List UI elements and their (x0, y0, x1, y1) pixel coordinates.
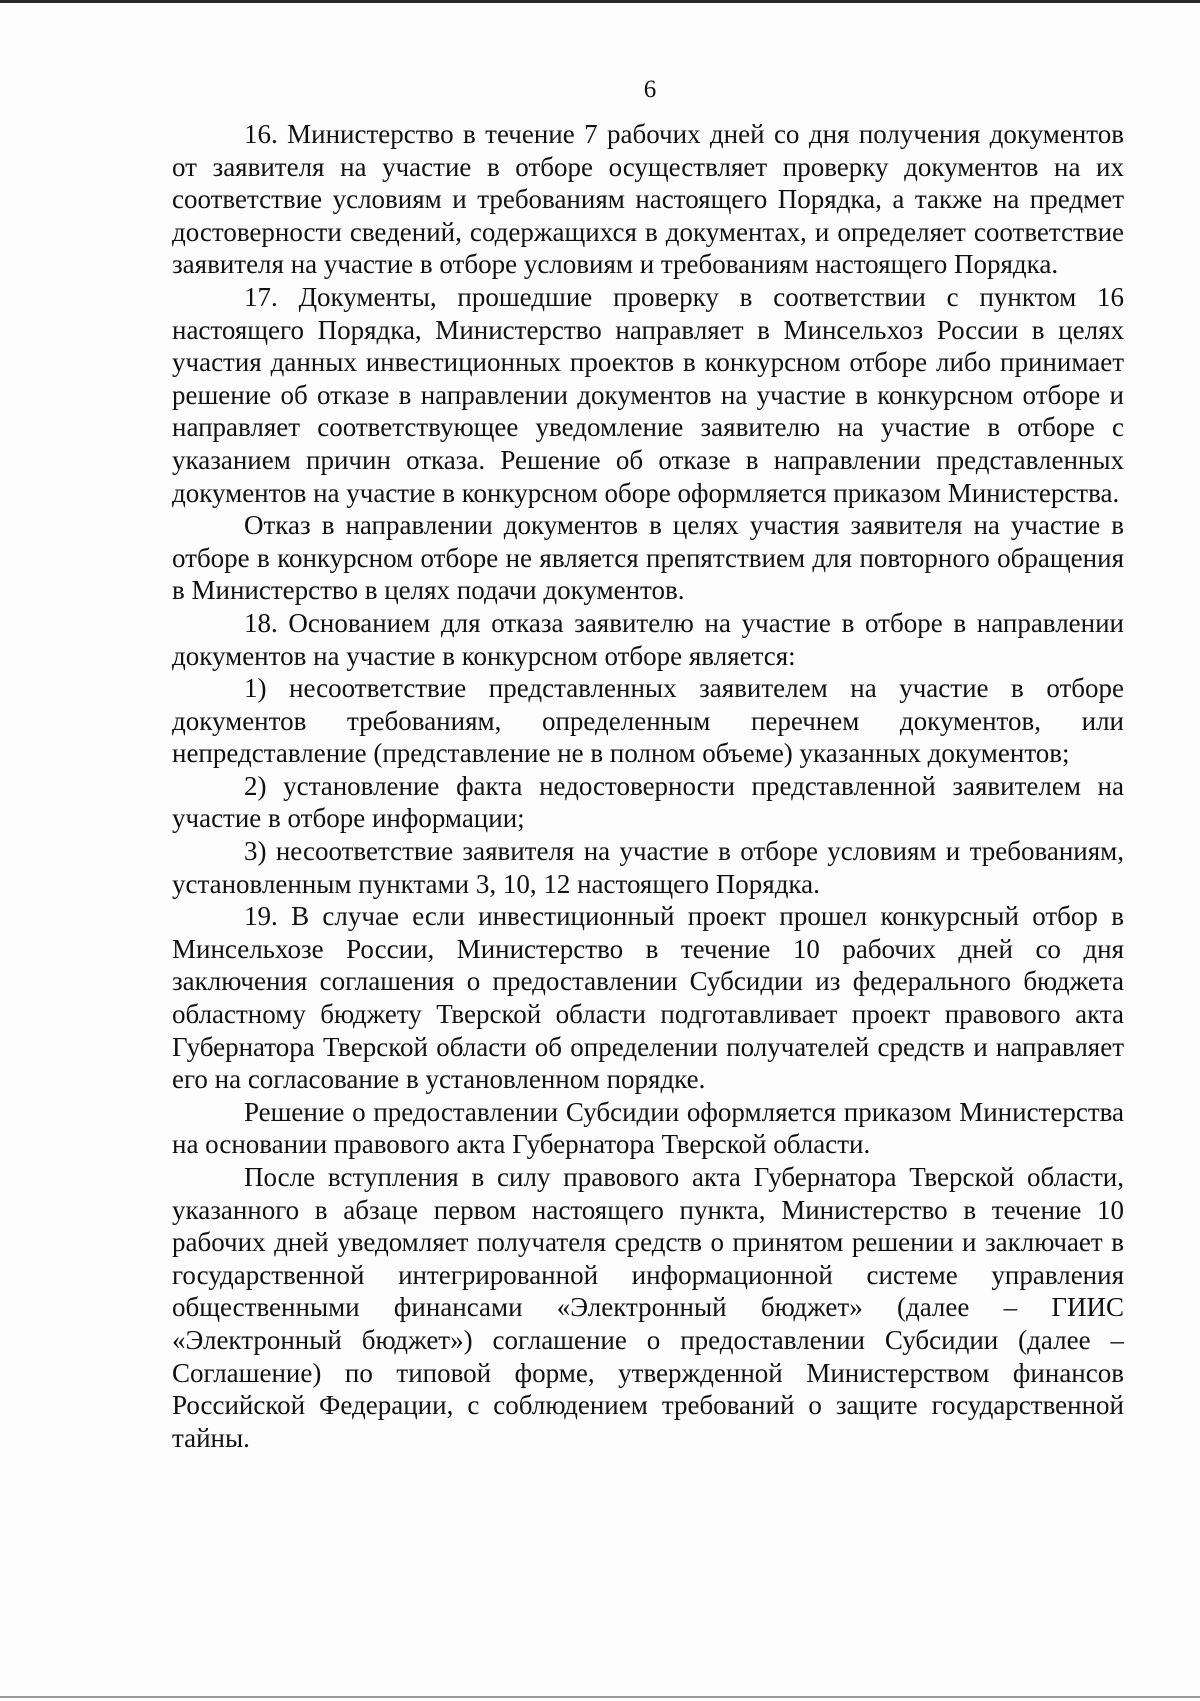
paragraph-18: 18. Основанием для отказа заявителю на участие в отборе в направлении документов на участие в конкурсном отборе является: (172, 607, 1124, 671)
list-item-18-3: 3) несоответствие заявителя на участие в отборе условиям и требованиям, установленным пунктами 3, 10, 12 настоящего Порядка. (172, 836, 1124, 899)
paragraph-16: 16. Министерство в течение 7 рабочих дней со дня получения документов от заявителя на участие в отборе осуществляет проверку документов на их соответствие условиям и требованиям настоящего Порядка, а также на предмет достоверности сведений, содержащихся в документах, и определяет соответствие заявителя на участие в отборе условиям и требованиям настоящего Порядка. (172, 119, 1124, 280)
paragraph-17-refusal: Отказ в направлении документов в целях участия заявителя на участие в отборе в конкурсном отборе не является препятствием для повторного обращения в Министерство в целях подачи документов. (172, 510, 1124, 606)
paragraph-17: 17. Документы, прошедшие проверку в соответствии с пунктом 16 настоящего Порядка, Министерство направляет в Минсельхоз России в целях участия данных инвестиционных проектов в конкурсном отборе либо принимает решение об отказе в направлении документов на участие в конкурсном отборе и направляет соответствующее уведомление заявителю на участие в отборе с указанием причин отказа. Решение об отказе в направлении представленных документов на участие в конкурсном оборе оформляется приказом Министерства. (172, 281, 1124, 508)
scan-edge-top (0, 0, 1200, 3)
list-item-18-1: 1) несоответствие представленных заявителем на участие в отборе документов требованиям, определенным перечнем документов, или непредставление (представление не в полном объеме) указанных документов; (172, 673, 1124, 769)
paragraph-19-decision: Решение о предоставлении Субсидии оформляется приказом Министерства на основании правового акта Губернатора Тверской области. (172, 1096, 1124, 1160)
page-number: 6 (643, 76, 657, 103)
scan-edge-bottom (0, 1696, 1200, 1698)
list-item-18-2: 2) установление факта недостоверности представленной заявителем на участие в отборе информации; (172, 770, 1124, 834)
paragraph-19-agreement: После вступления в силу правового акта Губернатора Тверской области, указанного в абзаце первом настоящего пункта, Министерство в течение 10 рабочих дней уведомляет получателя средств о принятом решении и заключает в государственной интегрированной информационной системе управления общественными финансами «Электронный бюджет» (далее – ГИИС «Электронный бюджет») соглашение о предоставлении Субсидии (далее – Соглашение) по типовой форме, утвержденной Министерством финансов Российской Федерации, с соблюдением требований о защите государственной тайны. (172, 1162, 1124, 1453)
document-body (172, 118, 1124, 1454)
paragraph-19: 19. В случае если инвестиционный проект прошел конкурсный отбор в Минсельхозе России, Министерство в течение 10 рабочих дней со дня заключения соглашения о предоставлении Субсидии из федерального бюджета областному бюджету Тверской области подготавливает проект правового акта Губернатора Тверской области об определении получателей средств и направляет его на согласование в установленном порядке. (172, 901, 1124, 1095)
